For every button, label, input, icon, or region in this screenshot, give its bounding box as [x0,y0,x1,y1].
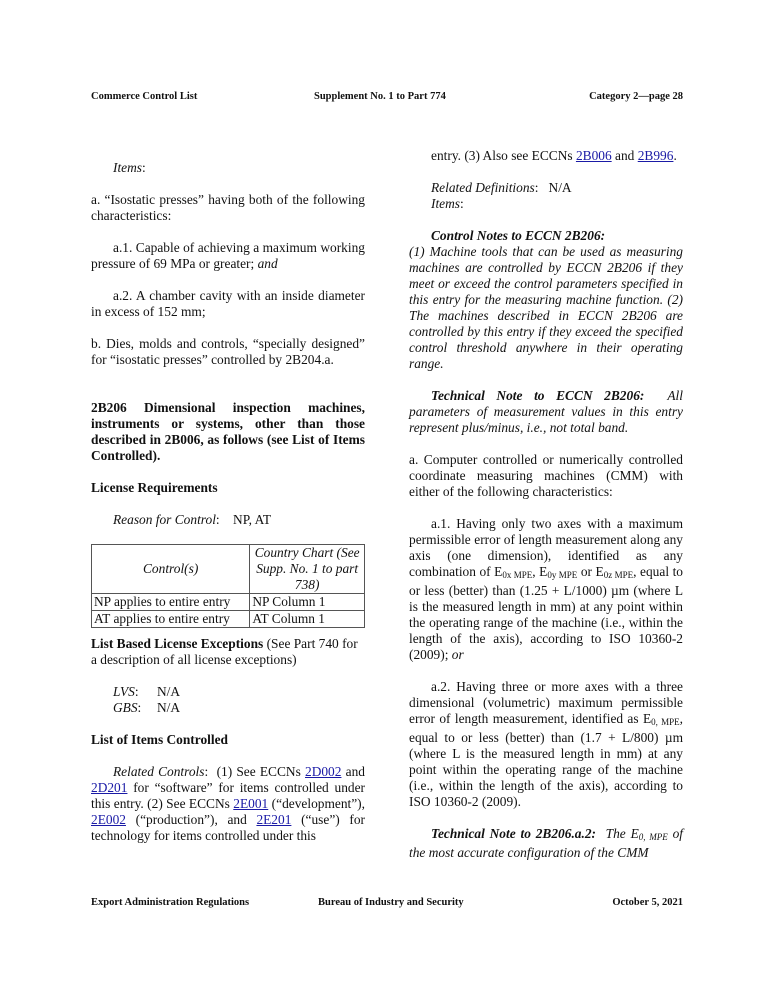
technical-note-a2: Technical Note to 2B206.a.2: The E0, MPE of the most accurate configuration of the CMM [409,826,683,860]
table-header-controls: Control(s) [92,545,250,594]
header-center: Supplement No. 1 to Part 774 [314,91,446,102]
link-2e201[interactable]: 2E201 [256,812,292,827]
item-a1-cmm: a.1. Having only two axes with a maximum permissible error of length measurement along any axis (one dimension), identified as any combination of E0x MPE, E0y MPE or E0z MPE, equal to or less (better) than (1.25 + L/1000) µm (where L is the measured length in mm) at any point within the operating range of the machine (i.e., within the length of the axis), according to ISO 10360-2 (2009); or [409,516,683,662]
item-a2: a.2. A chamber cavity with an inside diameter in excess of 152 mm; [91,288,365,319]
link-2e001[interactable]: 2E001 [233,796,269,811]
item-a1: a.1. Capable of achieving a maximum working pressure of 69 MPa or greater; and [91,240,365,271]
link-2e002[interactable]: 2E002 [91,812,126,827]
technical-note: Technical Note to ECCN 2B206: All parameters of measurement values in this entry represent plus/minus, i.e., not total band. [409,388,683,435]
table-row [92,594,365,611]
header-left: Commerce Control List [91,91,198,102]
lble-paragraph: List Based License Exceptions (See Part 740 for a description of all license exceptions) [91,636,358,667]
control-table [91,544,365,628]
link-2d201[interactable]: 2D201 [91,780,128,795]
footer-left: Export Administration Regulations [91,897,250,908]
page-footer [91,897,683,908]
table-cell: AT applies to entire entry [92,611,250,628]
table-header-country-chart: Country Chart (See Supp. No. 1 to part 738) [250,545,365,594]
table-header-row [92,545,365,594]
technical-note-heading: Technical Note to ECCN 2B206: [431,388,645,403]
eccn-heading: 2B206 Dimensional inspection machines, instruments or systems, other than those described in 2B006, as follows (see List of Items Controlled). [91,400,365,463]
link-2d002[interactable]: 2D002 [305,764,342,779]
footer-right: October 5, 2021 [612,897,683,908]
footer-center: Bureau of Industry and Security [318,897,464,908]
exceptions-list [91,684,365,716]
items-label-right: Items: [431,196,464,211]
item-b: b. Dies, molds and controls, “specially designed” for “isostatic presses” controlled by 2B204.a. [91,336,365,367]
table-row [92,611,365,628]
link-2b996[interactable]: 2B996 [637,148,674,163]
technical-note-a2-heading: Technical Note to 2B206.a.2: [431,826,596,841]
related-definitions: Related Definitions: N/A [431,180,572,195]
related-controls: Related Controls: (1) See ECCNs 2D002 and 2D201 for “software” for items controlled under this entry. (2) See ECCNs 2E001 (“development”), 2E002 (“production”), and 2E201 (“use”) for technology for items controlled under this [91,764,365,843]
list-of-items-controlled-heading: List of Items Controlled [91,732,228,747]
related-controls-continued: entry. (3) Also see ECCNs 2B006 and 2B996. [431,148,677,163]
exception-gbs: GBS: N/A [113,700,181,715]
reason-for-control: Reason for Control: NP, AT [113,512,271,527]
item-a-cmm: a. Computer controlled or numerically controlled coordinate measuring machines (CMM) with either of the following characteristics: [409,452,683,499]
table-cell: NP applies to entire entry [92,594,250,611]
license-requirements-heading: License Requirements [91,480,218,495]
control-notes-heading: Control Notes to ECCN 2B206: [431,228,606,243]
exception-lvs: LVS: N/A [113,684,181,699]
table-cell: AT Column 1 [250,611,365,628]
item-a: a. “Isostatic presses” having both of the following characteristics: [91,192,365,223]
link-2b006[interactable]: 2B006 [575,148,612,163]
control-notes-text: (1) Machine tools that can be used as measuring machines are controlled by ECCN 2B206 if they meet or exceed the control parameters specified in this entry for the measuring machine function. (2) The machines described in ECCN 2B206 are controlled by this entry if they exceed the specified control threshold anywhere in their operating range. [409,244,683,371]
item-a2-cmm: a.2. Having three or more axes with a three dimensional (volumetric) maximum permissible error of length measurement, identified as E0, MPE, equal to or less (better) than (1.7 + L/800) µm (where L is the measured length in mm) at any point within the operating range of the machine (i.e., within the length of the axis), according to ISO 10360-2 (2009). [409,679,683,809]
items-label: Items: [113,160,146,175]
table-cell: NP Column 1 [250,594,365,611]
page-header [91,91,683,102]
lble-heading: List Based License Exceptions [91,636,264,651]
right-column [409,148,683,861]
header-right: Category 2—page 28 [589,91,683,102]
left-column [91,160,365,844]
